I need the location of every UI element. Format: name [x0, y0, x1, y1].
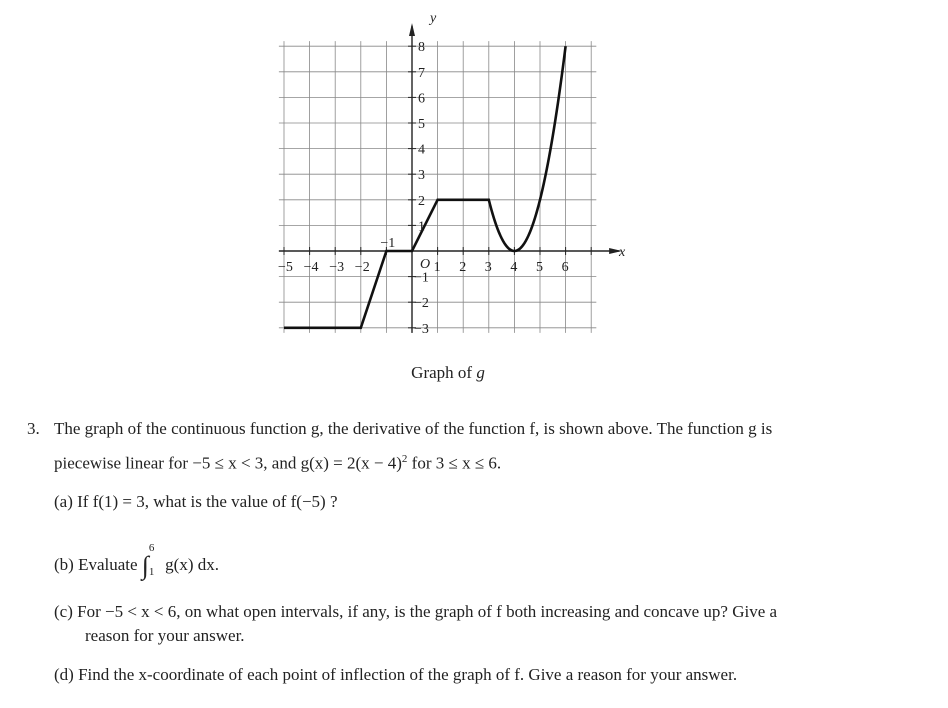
integral-upper: 6 [148, 542, 155, 555]
y-tick-label: −3 [414, 321, 429, 337]
grid-lines [279, 41, 596, 333]
x-tick-label: −1 [380, 236, 396, 251]
integral-lower: 1 [148, 566, 155, 579]
integral-sign: ∫ [141, 551, 149, 580]
x-axis-label: x [619, 245, 626, 260]
problem-line-2-pre: piecewise linear for −5 ≤ x < 3, and g(x) = 2(x − 4) [54, 453, 402, 473]
problem-line-1: The graph of the continuous function g, the derivative of the function f, is shown above. The function g is [54, 419, 773, 438]
y-tick-label: 5 [418, 117, 425, 132]
x-tick-label: −4 [303, 260, 319, 275]
x-tick-label: 3 [484, 260, 492, 275]
part-d: (d) Find the x-coordinate of each point of inflection of the graph of f. Give a reason for your answer. [54, 665, 738, 684]
x-tick-label: −3 [329, 260, 345, 275]
y-tick-label: 2 [418, 193, 425, 209]
y-tick-label: 8 [418, 40, 425, 56]
y-axis-arrow [409, 23, 415, 36]
part-c [54, 600, 777, 648]
x-tick-label: −5 [278, 260, 293, 275]
x-tick-label: −2 [354, 260, 370, 275]
y-tick-label: −1 [414, 270, 429, 286]
y-tick-label: 3 [418, 168, 425, 184]
part-b-pre: (b) Evaluate [54, 555, 142, 574]
y-tick-labels [414, 40, 429, 337]
x-tick-label: 5 [536, 260, 543, 275]
part-c-line-2: reason for your answer. [85, 626, 245, 645]
part-c-line-1: (c) For −5 < x < 6, on what open intervals, if any, is the graph of f both increasing and concave up? Give a [54, 602, 778, 621]
integral-limits [148, 542, 161, 579]
y-tick-label: 7 [418, 65, 425, 81]
problem-line-2 [54, 444, 907, 479]
graph-caption [0, 363, 896, 383]
x-tick-label: 6 [561, 260, 569, 275]
y-axis-label: y [430, 11, 437, 26]
y-tick-label: 4 [418, 142, 425, 158]
part-b [54, 542, 219, 580]
problem-line-2-post: for 3 ≤ x ≤ 6. [407, 453, 502, 473]
problem-line-2-exp: 2 [401, 453, 408, 465]
y-tick-label: −2 [414, 296, 429, 312]
y-tick-label: 6 [418, 91, 425, 107]
caption-var: g [476, 363, 485, 382]
x-tick-label: 1 [433, 260, 441, 275]
x-tick-label: 4 [510, 260, 518, 275]
caption-prefix: Graph of [411, 363, 477, 382]
axes [279, 23, 622, 333]
problem-statement [27, 414, 907, 479]
part-a: (a) If f(1) = 3, what is the value of f(−5) ? [54, 492, 338, 511]
y-tick-label: 1 [418, 219, 425, 235]
problem-number: 3. [27, 419, 40, 438]
part-b-post: g(x) dx. [160, 555, 219, 574]
origin-label: O [420, 257, 431, 272]
x-tick-label: 2 [459, 260, 467, 275]
